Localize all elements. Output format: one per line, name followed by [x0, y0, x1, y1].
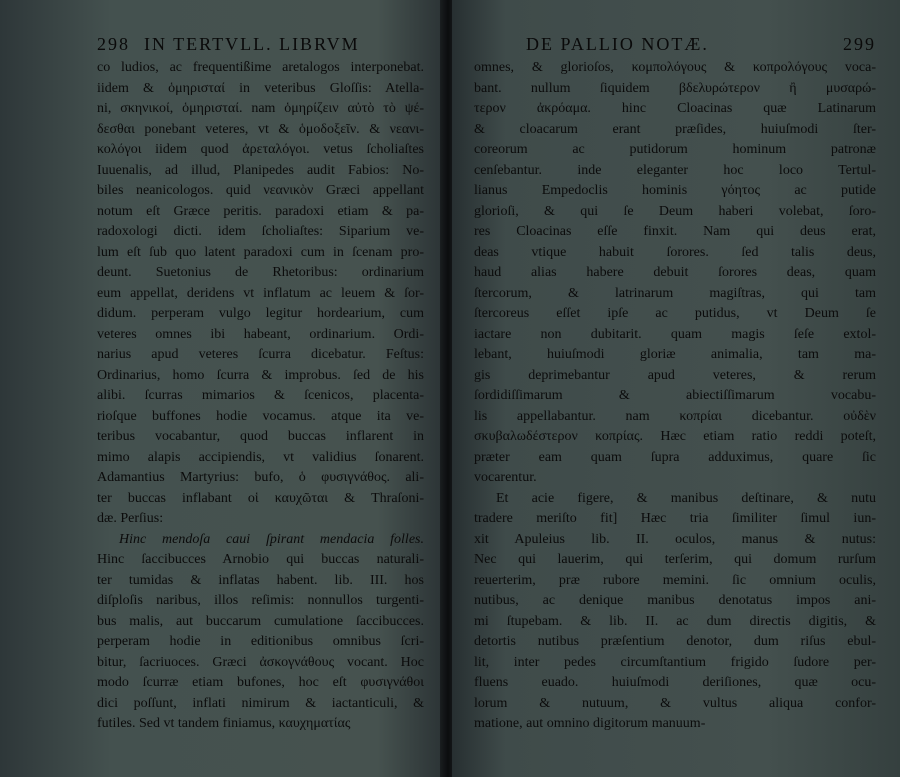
left-text-line: Iuuenalis, ad illud, Planipedes audit Fabios: No-: [97, 162, 424, 178]
right-text-line: bant. nullum ſiquidem βδελυρώτερον ἢ μυσαρώ-: [474, 80, 876, 96]
left-text-line: ter tumidas & inflatas habent. lib. III. hos: [97, 572, 424, 588]
left-page-body: [97, 58, 424, 735]
right-text-line: mi ſtupebam. & lib. II. ac dum directis digitis, &: [474, 613, 876, 629]
left-running-head: [97, 32, 424, 56]
left-text-line: diſploſis naribus, illos reſimis: nonnullos turgenti-: [97, 593, 424, 608]
right-page: [452, 0, 900, 777]
right-text-line: Et acie figere, & manibus deſtinare, & nutu: [496, 490, 876, 506]
left-text-line: biles neanicologos. quid νεανικὸν Græci appellant: [97, 183, 424, 198]
right-page-body: [474, 58, 876, 735]
left-text-line: Hinc mendoſa caui ſpirant mendacia folles.: [119, 531, 424, 547]
right-text-line: fluens euado. huiuſmodi deriſiones, quæ ocu-: [474, 675, 876, 690]
right-text-line: coreorum ac putidorum hominum patronæ: [474, 142, 876, 157]
right-text-line: σκυβαλωδέστερον κοπρίας. Hæc etiam ratio reddi poteſt,: [474, 429, 876, 444]
right-text-line: nutibus, ac denique manibus denotatus impos ani-: [474, 593, 876, 608]
right-text-line: lorum & nutuum, & vultus aliqua confor-: [474, 695, 876, 711]
left-text-line: bitur, ſacriuoces. Græci ἀσκογνάθους vocant. Hoc: [97, 654, 424, 670]
page-number-left: 298: [97, 34, 130, 54]
right-text-line: xit Apuleius lib. II. oculos, manus & nutus:: [474, 531, 876, 547]
left-text-line: iidem & ὁμηρισταί in veteribus Gloſſis: Atella-: [97, 80, 424, 96]
left-text-line: teribus vocabantur, quod buccas inflarent in: [97, 429, 424, 444]
right-text-line: vocarentur.: [474, 470, 537, 485]
left-text-line: Hinc ſaccibucces Arnobio qui buccas naturali-: [97, 552, 424, 567]
right-text-line: lis appellabantur. nam κοπρίαι dicebantur. οὐδὲν: [474, 408, 876, 424]
right-text-line: ſtercoreus eſſet ipſe ac putidus, vt Deum ſe: [474, 306, 876, 321]
left-text-line: δεσθαι ponebant veteres, vt & ὁμοδοξεῖν. & νεανι-: [97, 121, 424, 137]
left-text-line: bus malis, aut buccarum cumulatione ſaccibucces.: [97, 613, 424, 629]
left-text-line: dæ. Perſius:: [97, 511, 164, 526]
right-text-line: iactare non dubitarit. quam magis ſeſe extol-: [474, 326, 876, 342]
left-page: [0, 0, 444, 777]
right-text-line: glorioſi, & qui ſe Deum haberi volebat, ſoro-: [474, 203, 876, 219]
left-text-line: dici poſſunt, inflati nimirum & iactanticuli, &: [97, 695, 424, 711]
left-text-line: futiles. Sed vt tandem finiamus, καυχηματίας: [97, 716, 351, 731]
left-text-line: co ludios, ac frequentißime aretalogos interponebat.: [97, 60, 424, 75]
left-text-line: narius apud veteres ſcurra dicebatur. Feſtus:: [97, 347, 424, 362]
right-text-line: lit, inter pedes circumſtantium frigido ſudore per-: [474, 654, 876, 670]
left-text-line: eum appellat, deridens vt inflatum ac leuem & ſor-: [97, 285, 424, 301]
right-text-line: lianus Empedoclis hominis γόητος ac putide: [474, 183, 876, 198]
left-text-line: Ordinarius, homo ſcurra & improbus. ſed de his: [97, 367, 424, 383]
left-text-line: rioſque buffones hodie vocamus. atque ita ve-: [97, 408, 424, 424]
left-text-line: modo ſcurræ etiam bufones, hoc eſt φυσιγνάθοι: [97, 675, 424, 690]
right-running-head: [474, 32, 876, 56]
right-text-line: ſordidiſſimarum & abiectiſſimarum vocabu-: [474, 388, 876, 403]
right-text-line: Nec qui lauerim, qui terſerim, qui domum rurſum: [474, 552, 876, 567]
right-text-line: cenſebantur. inde eleganter hoc loco Tertul-: [474, 162, 876, 178]
right-text-line: matione, aut omnino digitorum manuum-: [474, 716, 706, 731]
left-text-line: deunt. Suetonius de Rhetoribus: ordinarium: [97, 265, 424, 280]
running-title-left: IN TERTVLL. LIBRVM: [144, 34, 360, 54]
left-text-line: perperam hodie in editionibus omnibus ſcri-: [97, 634, 424, 649]
left-text-line: lum eſt ſub quo latent paradoxi cum in ſcenam pro-: [97, 244, 424, 260]
right-text-line: reuerterim, præ rubore memini. ſic omnium oculis,: [474, 572, 876, 588]
right-text-line: & cloacarum erant præſides, huiuſmodi ſter-: [474, 121, 876, 137]
left-text-line: ni, σκηνικοί, ὁμηρισταί. nam ὁμηρίζειν αὐτὸ τὸ ψέ-: [97, 101, 424, 116]
left-text-line: radoxologi dicti. idem ſcholiaſtes: Siparium ve-: [97, 224, 424, 239]
right-text-line: præter eam quam ſupra adduximus, quare ſic: [474, 449, 876, 465]
right-text-line: detortis nutibus præſentium denotor, dum riſus ebul-: [474, 634, 876, 649]
left-text-line: didum. perperam vulgo legitur hordearium, cum: [97, 306, 424, 321]
left-text-line: mimo alapis accipiendis, vt validius ſonarent.: [97, 449, 424, 465]
page-number-right: 299: [843, 34, 876, 54]
right-text-line: omnes, & glorioſos, κομπολόγους & κοπρολόγους voca-: [474, 60, 876, 75]
left-text-line: ter buccas inflabant οἱ καυχῶται & Thraſoni-: [97, 490, 424, 506]
right-text-line: τερον ἀκρόαμα. hinc Cloacinas quæ Latinarum: [474, 101, 876, 116]
right-text-line: lebant, huiuſmodi gloriæ animalia, tam ma-: [474, 347, 876, 362]
right-text-line: deas vtique habuit ſorores. ſed talis deus,: [474, 244, 876, 260]
left-text-line: Adamantius Martyrius: bufo, ὁ φυσιγνάθος. ali-: [97, 470, 424, 485]
left-text-line: κολόγοι iidem quod ἀρεταλόγοι. vetus ſcholiaſtes: [97, 142, 424, 157]
right-text-line: res Cloacinas eſſe finxit. Nam qui deus erat,: [474, 224, 876, 239]
left-text-line: alibi. ſcurras mimarios & ſcenicos, placenta-: [97, 388, 424, 403]
right-text-line: ſtercorum, & latrinarum magiſtras, qui tam: [474, 285, 876, 301]
running-title-right: DE PALLIO NOTÆ.: [526, 34, 709, 54]
right-text-line: tradere meriſto fit] Hæc tria ſimiliter ſimul iun-: [474, 511, 876, 526]
left-text-line: veteres omnes ibi habeant, ordinarium. Ordi-: [97, 326, 424, 342]
right-text-line: haud alias habere debuit ſorores deas, quam: [474, 265, 876, 280]
right-text-line: gis deprimebantur apud veteres, & rerum: [474, 367, 876, 383]
left-text-line: notum eſt Græce peritis. paradoxi etiam & pa-: [97, 203, 424, 219]
